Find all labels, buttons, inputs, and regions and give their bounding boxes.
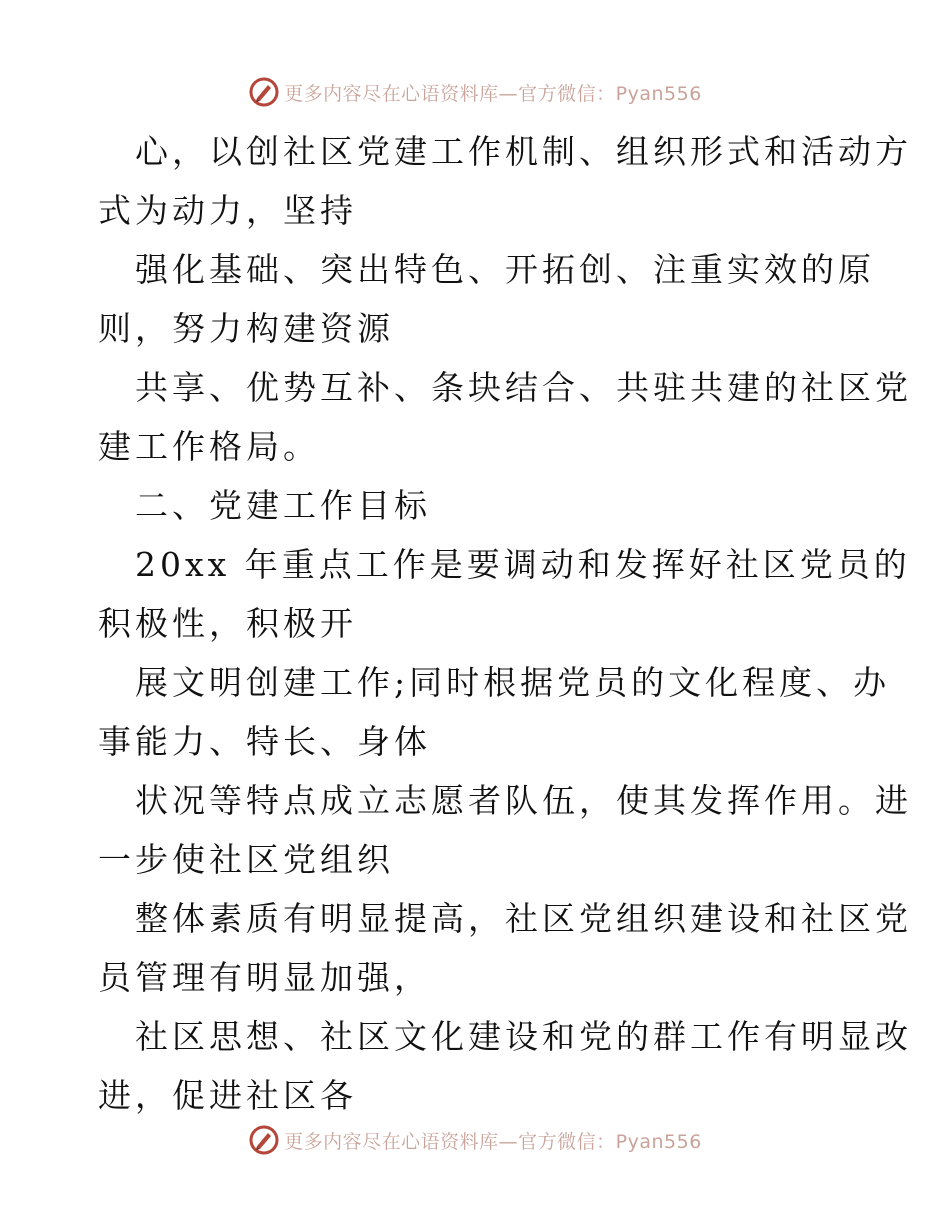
section-heading: 二、党建工作目标 <box>135 486 431 525</box>
paragraph: 强化基础、突出特色、开拓创、注重实效的原 则，努力构建资源 <box>98 250 875 348</box>
pen-logo-icon <box>248 1124 280 1156</box>
watermark-text: 更多内容尽在心语资料库—官方微信：Pyan556 <box>284 1130 702 1153</box>
header-watermark <box>0 72 950 112</box>
paragraph: 社区思想、社区文化建设和党的群工作有明显改 进，促进社区各 <box>98 1017 912 1115</box>
paragraph: 整体素质有明显提高，社区党组织建设和社区党 员管理有明显加强， <box>98 899 912 997</box>
document-body <box>98 122 912 1125</box>
paragraph: 共享、优势互补、条块结合、共驻共建的社区党 建工作格局。 <box>98 368 912 466</box>
paragraph: 20xx 年重点工作是要调动和发挥好社区党员的 积极性，积极开 <box>98 545 911 643</box>
paragraph: 展文明创建工作;同时根据党员的文化程度、办 事能力、特长、身体 <box>98 663 891 761</box>
watermark-text: 更多内容尽在心语资料库—官方微信：Pyan556 <box>284 82 702 105</box>
pen-logo-icon <box>248 76 280 108</box>
paragraph: 心，以创社区党建工作机制、组织形式和活动方 式为动力，坚持 <box>98 132 912 230</box>
paragraph: 状况等特点成立志愿者队伍，使其发挥作用。进 一步使社区党组织 <box>98 781 912 879</box>
footer-watermark <box>0 1120 950 1160</box>
